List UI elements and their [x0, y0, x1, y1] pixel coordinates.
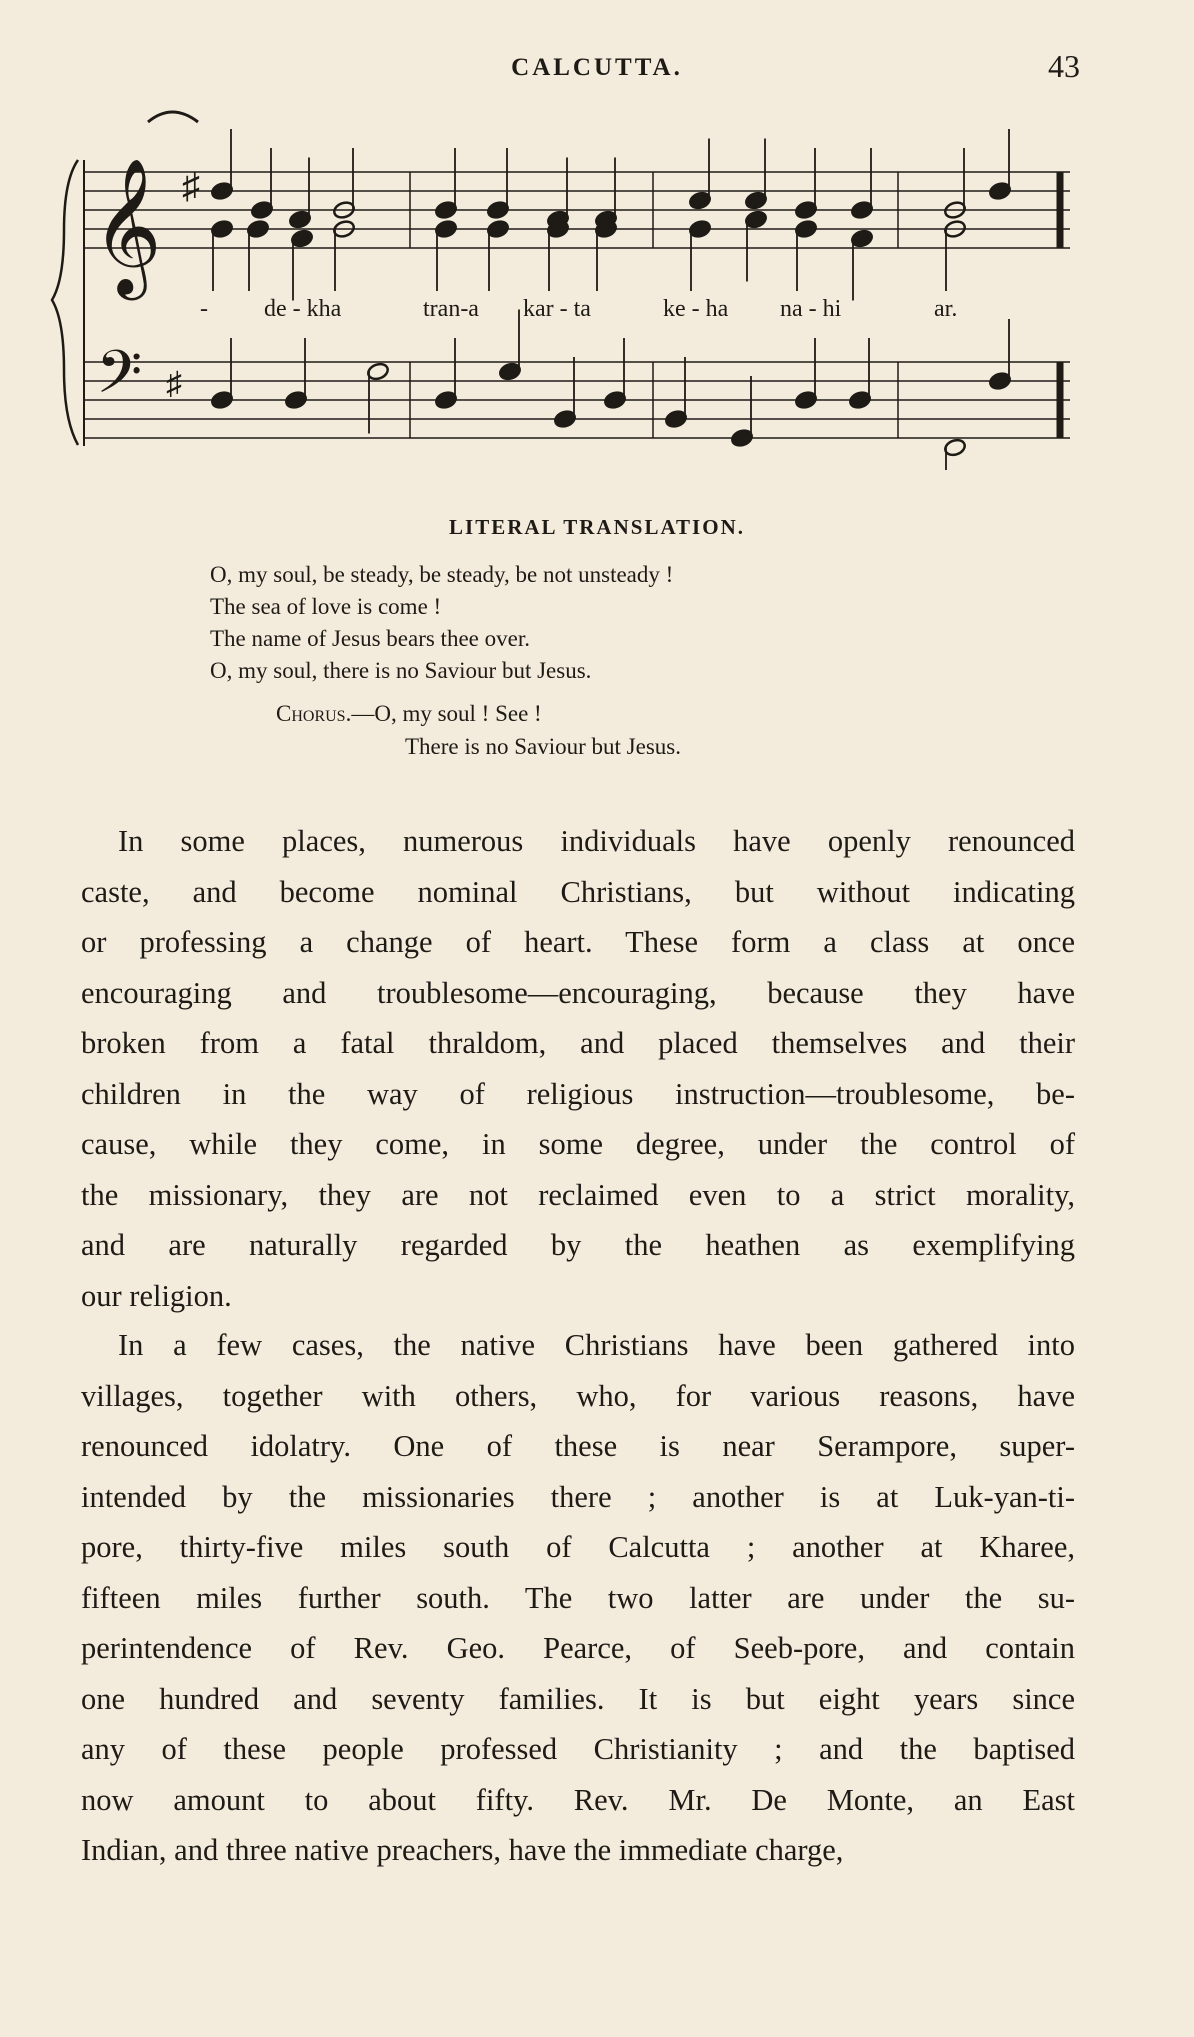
body-text-line: any of these people professed Christianity ; and the baptised: [81, 1732, 1075, 1766]
bass-clef-icon: 𝄢: [96, 337, 143, 421]
lyric-syllable: na - hi: [780, 296, 842, 322]
lyric-syllable: -: [200, 296, 208, 322]
body-text-line: renounced idolatry. One of these is near Serampore, super-: [81, 1429, 1075, 1463]
translation-line: O, my soul, there is no Saviour but Jesus.: [210, 658, 592, 683]
translation-heading: LITERAL TRANSLATION.: [449, 515, 745, 539]
body-text-line: In some places, numerous individuals have openly renounced: [118, 824, 1075, 858]
bass-sharp-icon: ♯: [166, 365, 182, 401]
chorus-line-2: There is no Saviour but Jesus.: [405, 734, 681, 759]
body-text-line: cause, while they come, in some degree, under the control of: [81, 1127, 1075, 1161]
chorus-line: [276, 702, 542, 725]
fermata-mark: [148, 112, 198, 122]
body-text-line: encouraging and troublesome—encouraging, because they have: [81, 975, 1075, 1010]
page-number: 43: [1048, 48, 1080, 84]
chorus-label: Chorus.: [276, 701, 352, 726]
body-text-line: and are naturally regarded by the heathen as exemplifying: [81, 1228, 1075, 1262]
body-text-line: now amount to about fifty. Rev. Mr. De Monte, an East: [81, 1782, 1075, 1817]
system-brace: [52, 160, 84, 446]
lyric-syllable: ke - ha: [663, 296, 729, 322]
body-text-line: Indian, and three native preachers, have the immediate charge,: [81, 1833, 844, 1867]
running-title: CALCUTTA.: [511, 54, 683, 81]
lyric-syllable: tran-a: [423, 296, 479, 322]
lyric-syllable: de - kha: [264, 296, 342, 322]
bass-notes: [210, 310, 1012, 471]
body-text-line: pore, thirty-five miles south of Calcutta ; another at Kharee,: [81, 1530, 1075, 1564]
body-text-line: villages, together with others, who, for various reasons, have: [81, 1378, 1075, 1413]
body-text-line: In a few cases, the native Christians have been gathered into: [118, 1328, 1075, 1362]
treble-clef-icon: 𝄞: [92, 156, 162, 294]
lyric-syllable: ar.: [934, 296, 958, 322]
chorus-text: —O, my soul ! See !: [351, 701, 542, 726]
body-text-line: the missionary, they are not reclaimed even to a strict morality,: [81, 1177, 1075, 1212]
body-text-line: broken from a fatal thraldom, and placed themselves and their: [81, 1026, 1075, 1060]
translation-line: The sea of love is come !: [210, 594, 442, 619]
treble-notes: [210, 129, 1012, 301]
body-text-line: perintendence of Rev. Geo. Pearce, of Seeb-pore, and contain: [81, 1631, 1075, 1665]
music-score: [0, 0, 1194, 470]
body-text-line: fifteen miles further south. The two latter are under the su-: [81, 1580, 1075, 1615]
body-text-line: children in the way of religious instruction—troublesome, be-: [81, 1076, 1075, 1111]
translation-line: O, my soul, be steady, be steady, be not unsteady !: [210, 562, 674, 587]
body-text-line: caste, and become nominal Christians, but without indicating: [81, 874, 1075, 909]
treble-sharp-icon: ♯: [182, 166, 200, 206]
body-text-line: or professing a change of heart. These form a class at once: [81, 925, 1075, 959]
translation-line: The name of Jesus bears thee over.: [210, 626, 530, 651]
body-text-line: our religion.: [81, 1278, 232, 1313]
lyric-syllable: kar - ta: [523, 296, 591, 322]
body-text-line: one hundred and seventy families. It is but eight years since: [81, 1681, 1075, 1716]
body-text-line: intended by the missionaries there ; another is at Luk-yan-ti-: [81, 1479, 1075, 1514]
